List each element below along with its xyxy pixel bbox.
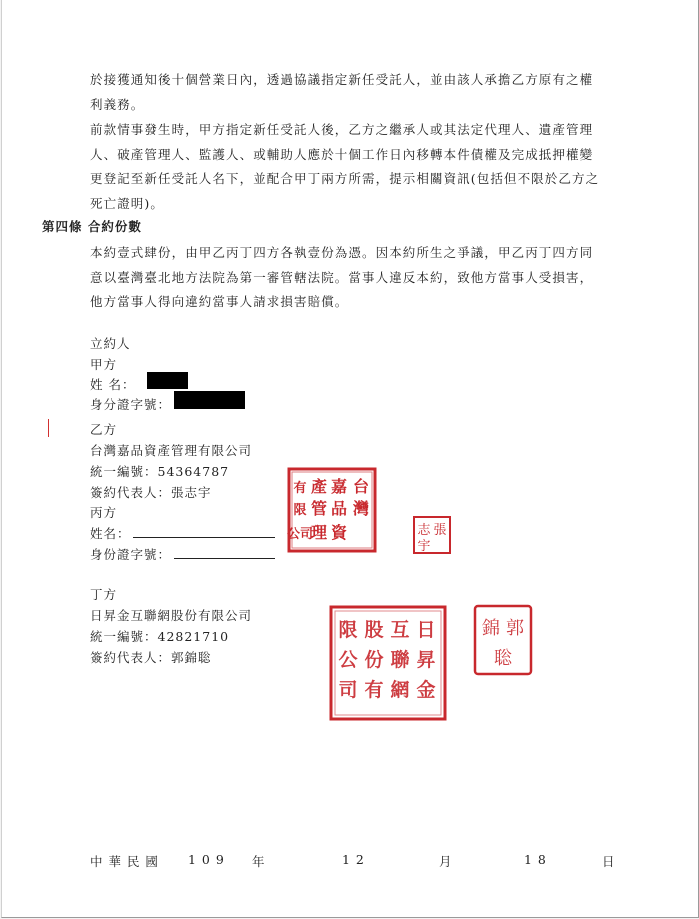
redacted-id-number <box>174 391 245 409</box>
redacted-name <box>147 372 188 389</box>
svg-text:互: 互 <box>390 619 410 641</box>
party-d-company: 日昇金互聯網股份有限公司 <box>90 608 253 623</box>
text-line: 前款情事發生時，甲方指定新任受託人後，乙方之繼承人或其法定代理人、遺產管理 <box>90 122 594 137</box>
svg-text:有: 有 <box>364 679 384 701</box>
date-month: 1 2 <box>342 852 365 867</box>
article-4-heading: 第四條 合約份數 <box>42 219 142 234</box>
svg-text:宇: 宇 <box>417 539 431 554</box>
svg-text:公: 公 <box>338 649 358 671</box>
svg-text:聡: 聡 <box>494 648 512 669</box>
svg-text:志: 志 <box>417 523 431 538</box>
text-line: 人、破產管理人、監護人、或輔助人應於十個工作日內移轉本件債權及完成抵押權變 <box>90 146 594 162</box>
svg-text:份: 份 <box>364 649 384 671</box>
party-b-company-seal <box>286 466 378 554</box>
svg-text:股: 股 <box>364 619 384 641</box>
party-a-id-label: 身分證字號： <box>90 397 172 412</box>
svg-text:產: 產 <box>310 477 328 496</box>
party-c-name-label: 姓名： <box>90 526 131 541</box>
svg-text:郭: 郭 <box>506 618 524 639</box>
paragraph-continued <box>90 68 620 117</box>
svg-text:日: 日 <box>416 619 436 641</box>
text-line: 於接獲通知後十個營業日內，透過協議指定新任受託人，並由該人承擔乙方原有之權 <box>90 72 594 87</box>
party-c-label: 丙方 <box>90 505 118 520</box>
svg-text:管: 管 <box>310 499 328 518</box>
party-a-label: 甲方 <box>90 357 118 372</box>
party-d-representative-seal <box>473 604 533 676</box>
text-line: 他方當事人得向違約當事人請求損害賠償。 <box>90 294 349 309</box>
date-day-unit: 日 <box>602 854 616 869</box>
svg-text:理: 理 <box>310 523 328 542</box>
svg-text:司: 司 <box>338 679 358 701</box>
svg-text:品: 品 <box>330 499 348 518</box>
party-b-company: 台灣嘉品資產管理有限公司 <box>90 443 253 458</box>
signatories-title: 立約人 <box>90 336 131 351</box>
date-year-unit: 年 <box>252 854 266 869</box>
text-line: 本約壹式肆份，由甲乙丙丁四方各執壹份為憑。因本約所生之爭議，甲乙丙丁四方同 <box>90 245 594 260</box>
party-b-representative: 簽約代表人：張志宇 <box>90 485 212 500</box>
svg-text:嘉: 嘉 <box>330 477 348 496</box>
party-b-tax-id: 統一編號：54364787 <box>90 464 230 479</box>
svg-text:張: 張 <box>433 523 447 538</box>
date-year: 1 0 9 <box>188 852 225 867</box>
date-day: 1 8 <box>524 852 547 867</box>
revision-marker <box>48 419 49 437</box>
party-b-representative-seal <box>412 515 452 555</box>
party-d-tax-id: 統一編號：42821710 <box>90 629 230 644</box>
document-page <box>1 0 699 918</box>
svg-text:台: 台 <box>352 477 370 496</box>
svg-text:公司: 公司 <box>286 527 314 542</box>
party-d-company-seal <box>328 604 448 722</box>
date-month-unit: 月 <box>439 854 453 869</box>
text-line: 意以臺灣臺北地方法院為第一審管轄法院。當事人違反本約，致他方當事人受損害， <box>90 269 594 285</box>
svg-text:錦: 錦 <box>482 618 500 639</box>
svg-text:限: 限 <box>293 503 307 518</box>
svg-text:網: 網 <box>390 679 410 701</box>
text-line: 死亡證明)。 <box>90 195 164 211</box>
svg-text:灣: 灣 <box>352 499 370 518</box>
paragraph-copies-clause <box>90 241 620 315</box>
svg-text:聯: 聯 <box>390 649 410 671</box>
text-line: 利義務。 <box>90 96 145 112</box>
party-c-id-label: 身份證字號： <box>90 547 172 562</box>
svg-text:有: 有 <box>293 481 307 496</box>
party-c-id-blank <box>174 558 275 559</box>
party-c-name-blank <box>133 537 275 538</box>
party-d-label: 丁方 <box>90 587 118 602</box>
svg-text:金: 金 <box>416 679 436 701</box>
date-era: 中 華 民 國 <box>90 854 159 869</box>
party-a-name-label: 姓 名： <box>90 377 136 392</box>
svg-text:限: 限 <box>338 619 358 641</box>
svg-text:資: 資 <box>330 523 348 542</box>
text-line: 更登記至新任受託人名下，並配合甲丁兩方所需，提示相關資訊(包括但不限於乙方之 <box>90 171 600 186</box>
party-b-label: 乙方 <box>90 422 118 437</box>
svg-text:昇: 昇 <box>416 649 436 671</box>
party-d-representative: 簽約代表人：郭錦聡 <box>90 650 212 665</box>
paragraph-successor-clause <box>90 118 620 216</box>
